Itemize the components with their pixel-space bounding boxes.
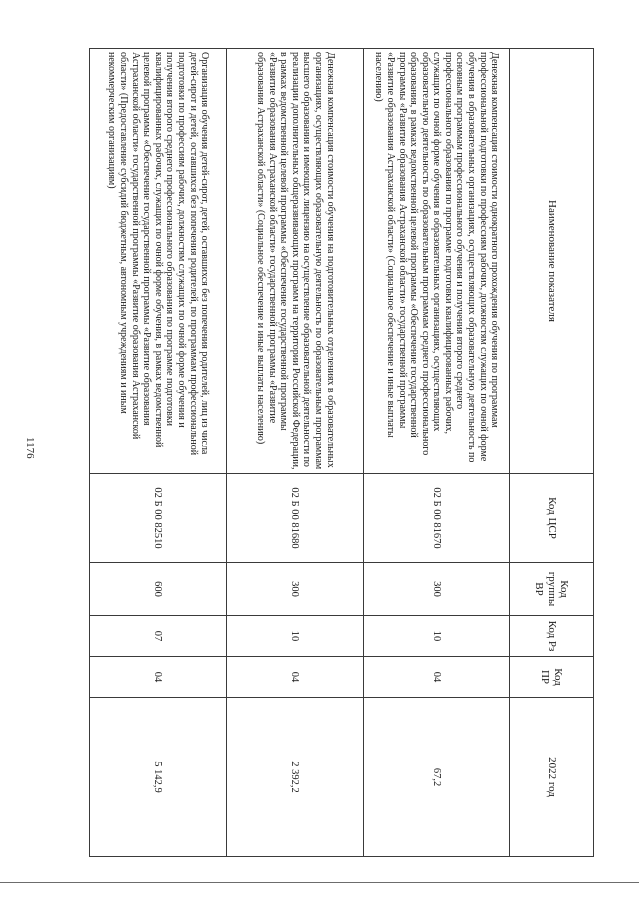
header-csr: Код ЦСР — [510, 474, 594, 563]
row-vr: 600 — [90, 563, 227, 616]
row-year: 2 392,2 — [227, 698, 364, 857]
row-year: 5 142,9 — [90, 698, 227, 857]
scan-edge-line — [0, 882, 639, 883]
page-number: 1176 — [24, 437, 36, 459]
row-csr: 02 Б 00 81670 — [364, 474, 510, 563]
row-rz: 10 — [227, 616, 364, 657]
table-row — [227, 49, 364, 857]
row-pr: 04 — [364, 657, 510, 698]
row-csr: 02 Б 00 81680 — [227, 474, 364, 563]
row-name: Денежная компенсация стоимости обучения на подготовительных отделениях в образовательных организациях, осуществляющих образовательную деятельность по образовательным программам высшего образования и имеющих лицензию на осуществление образовательной деятельности по реализации дополнительных общеразвивающих программ на территории Российской Федерации, в рамках ведомственной целевой программы «Обеспечение государственной программы «Развитие образования Астраханской области» государственной программы «Развитие образования Астраханской области» (Социальное обеспечение и иные выплаты населению) — [227, 49, 364, 474]
row-rz: 10 — [364, 616, 510, 657]
budget-table — [89, 48, 594, 857]
header-name: Наименование показателя — [510, 49, 594, 474]
row-csr: 02 Б 00 82510 — [90, 474, 227, 563]
table-row — [90, 49, 227, 857]
row-vr: 300 — [364, 563, 510, 616]
row-year: 67,2 — [364, 698, 510, 857]
row-pr: 04 — [90, 657, 227, 698]
row-rz: 07 — [90, 616, 227, 657]
header-rz: Код Рз — [510, 616, 594, 657]
table-row — [364, 49, 510, 857]
row-name: Организация обучения детей-сирот, детей, оставшихся без попечения родителей, лиц из числа детей-сирот и детей, оставшихся без попечения родителей, по программам профессиональной подготовки по профессиям рабочих, должностям служащих по очной форме обучения и получения второго среднего профессионального образования по программе подготовки квалифицированных рабочих, служащих по очной форме обучения, в рамках ведомственной целевой программы «Обеспечение государственной программы «Развитие образования Астраханской области» государственной программы «Развитие образования Астраханской области» (Предоставление субсидий бюджетным, автономным учреждениям и иным некоммерческим организациям) — [90, 49, 227, 474]
row-name: Денежная компенсация стоимости однократного прохождения обучения по программам профессиональной подготовки по профессиям рабочих, должностям служащих по очной форме обучения в образовательных организациях, осуществляющих образовательную деятельность по основным программам профессионального обучения и получения второго среднего профессионального образования по программе подготовки квалифицированных рабочих, служащих по очной форме обучения в образовательных организациях, осуществляющих образовательную деятельность по образовательным программам среднего профессионального образования, в рамках ведомственной целевой программы «Обеспечение государственной программы «Развитие образования Астраханской области» государственной программы «Развитие образования Астраханской области» (Социальное обеспечение и иные выплаты населению) — [364, 49, 510, 474]
row-pr: 04 — [227, 657, 364, 698]
header-pr: Код ПР — [510, 657, 594, 698]
header-vr: Код группы ВР — [510, 563, 594, 616]
rotated-table-container — [90, 48, 594, 856]
row-vr: 300 — [227, 563, 364, 616]
table-header-row — [510, 49, 594, 857]
header-year: 2022 год — [510, 698, 594, 857]
